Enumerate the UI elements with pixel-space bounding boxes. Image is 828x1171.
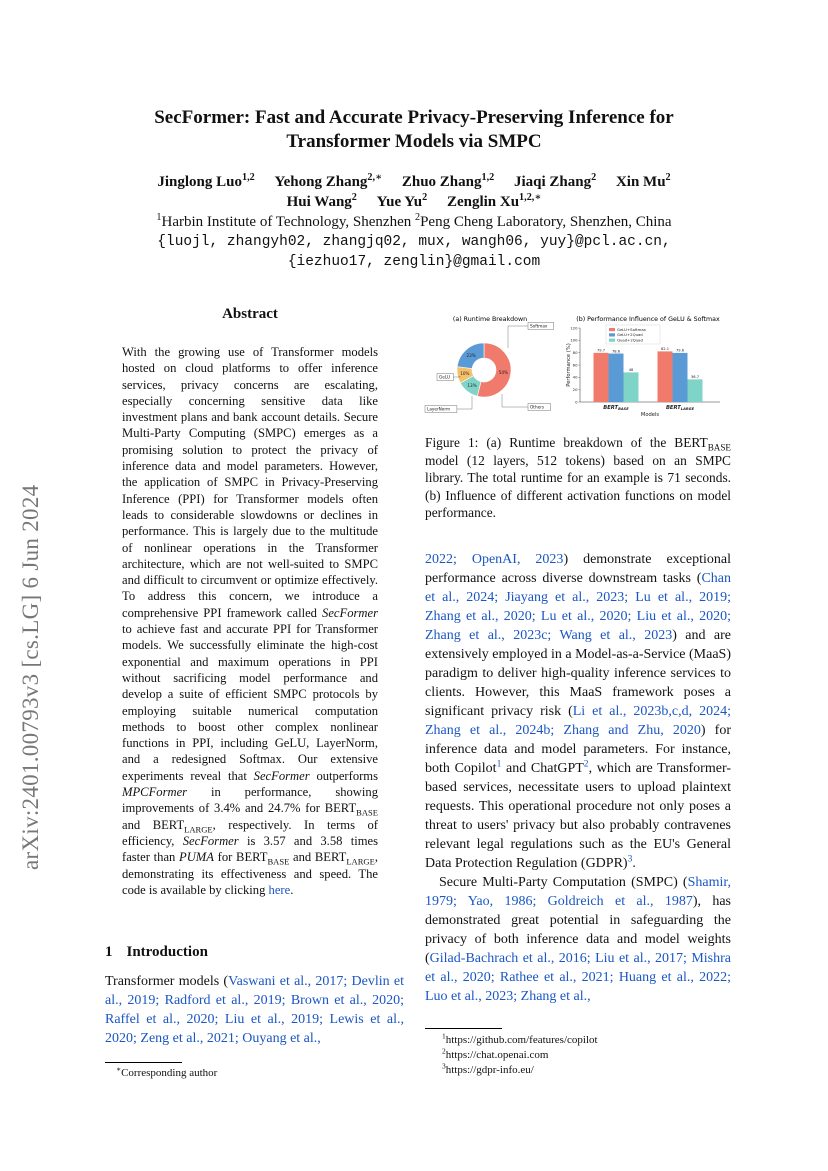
citation-link[interactable]: Gilad-Bachrach et al., 2016; Liu et al., 2017; Mishra et al., 2020; Rathee et al., 2021; Huang et al., 2022; Luo et al., 2023; Zhang et al., <box>425 951 731 1004</box>
footnote-2: $^2$https://chat.openai.com <box>442 1046 549 1061</box>
footnote-1: $^1$https://github.com/features/copilot <box>442 1031 598 1046</box>
bar <box>594 353 609 402</box>
pie-callout-line <box>457 396 472 409</box>
author: Jiaqi Zhang$^2$ <box>513 172 597 190</box>
legend-swatch <box>609 333 615 336</box>
arxiv-identifier: arXiv:2401.00793v3 [cs.LG] 6 Jun 2024 <box>18 484 43 870</box>
x-tick-label: $BERT_{LARGE}$ <box>665 405 695 412</box>
author-list <box>0 172 828 212</box>
author: Hui Wang$^2$ <box>286 192 357 210</box>
footnote-mark[interactable]: 3 <box>627 854 633 865</box>
bar <box>673 353 688 402</box>
bar-value-label: 82.1 <box>660 347 670 352</box>
footnote-mark[interactable]: 2 <box>583 759 589 770</box>
bar-chart <box>566 325 720 418</box>
y-tick-label: 120 <box>570 325 578 331</box>
footnote-rule <box>425 1028 502 1029</box>
citation-link[interactable]: Chan et al., 2024; Jiayang et al., 2023; Lu et al., 2019; Zhang et al., 2020; Lu et al., 2020; Liu et al., 2020; Zhang et al., 2023c; Wang et al., 2023 <box>425 571 731 643</box>
pie-percent-label: 10% <box>460 371 470 377</box>
pie-callout-line <box>508 326 528 348</box>
paragraph: 2022; OpenAI, 2023) demonstrate exceptional performance across diverse downstream tasks (Chan et al., 2024; Jiayang et al., 2023; Lu et al., 2019; Zhang et al., 2020; Lu et al., 2020; Liu et al., 2020; Zhang et al., 2023c; Wang et al., 2023) and are extensively employed in a Model-as-a-Service (MaaS) paradigm to deliver high-quality inference services to clients. However, this MaaS framework poses a significant privacy risk (Li et al., 2023b,c,d, 2024; Zhang et al., 2024b; Zhang and Zhu, 2020) for inference data and model parameters. For instance, both Copilot$^1$ and ChatGPT$^2$, which are Transformer-based services, necessitate users to upload plaintext requests. This operational procedure not only poses a threat to users' privacy but also probably contravenes relevant legal regulations such as the EU's General Data Protection Regulation (GDPR)$^3$. <box>425 552 732 871</box>
x-tick-label: $BERT_{BASE}$ <box>603 405 629 412</box>
paragraph: Secure Multi-Party Computation (SMPC) (Shamir, 1979; Yao, 1986; Goldreich et al., 1987), has demonstrated great potential in safeguarding the privacy of both inference data and model weights (Gilad-Bachrach et al., 2016; Liu et al., 2017; Mishra et al., 2020; Rathee et al., 2021; Huang et al., 2022; Luo et al., 2023; Zhang et al., <box>425 875 731 1004</box>
y-tick-label: 60 <box>572 362 578 368</box>
y-tick-label: 80 <box>572 350 578 356</box>
author: Zhuo Zhang$^{1,2}$ <box>401 172 495 190</box>
footnote-rule <box>105 1062 182 1063</box>
x-axis-label: Models <box>640 412 660 418</box>
pie-percent-label: 54% <box>498 369 509 375</box>
legend-label: GeLU+Softmax <box>617 326 646 332</box>
bar-value-label: 36.7 <box>690 375 700 380</box>
bar <box>609 354 624 402</box>
figure-1-caption: Figure 1: (a) Runtime breakdown of the $BERT_{BASE}$ model (12 layers, 512 tokens) based on an SMPC library. The total runtime for an example is 71 seconds. (b) Influence of different activation functions on model performance. <box>425 435 731 521</box>
author: Yue Yu$^2$ <box>376 192 428 210</box>
y-tick-label: 100 <box>570 337 578 343</box>
affiliations: $^1$Harbin Institute of Technology, Shenzhen $^2$Peng Cheng Laboratory, Shenzhen, China <box>156 212 672 230</box>
title-line-2: Transformer Models via SMPC <box>286 131 542 152</box>
pie-callout-label: Softmax <box>530 323 548 329</box>
legend-label: Quad+2Quad <box>617 337 643 343</box>
author: Jinglong Luo$^{1,2}$ <box>157 172 255 190</box>
author-line-2 <box>0 192 828 212</box>
y-tick-label: 40 <box>572 374 578 380</box>
pie-callout-label: LayerNorm <box>427 406 451 412</box>
author: Zenglin $Xu^{1,2,∗}$ <box>446 192 542 210</box>
bar <box>688 379 703 402</box>
section-heading-introduction: 1 Introduction <box>105 944 208 960</box>
footnote-corresponding: ∗Corresponding author <box>116 1064 218 1079</box>
author-emails <box>0 232 828 272</box>
introduction-text: Transformer models (Vaswani et al., 2017; Devlin et al., 2019; Radford et al., 2019; Brown et al., 2020; Raffel et al., 2020; Liu et al., 2019; Lewis et al., 2020; Zeng et al., 2021; Ouyang et al., <box>105 974 404 1046</box>
abstract-heading: Abstract <box>222 306 278 322</box>
pie-chart <box>425 323 554 413</box>
panel-b-title: (b) Performance Influence of GeLU & Softmax <box>576 316 720 323</box>
title-line-1: SecFormer: Fast and Accurate Privacy-Preserving Inference for <box>154 107 674 128</box>
bar <box>658 351 673 402</box>
pie-callout-label: GeLU <box>439 374 451 380</box>
code-link[interactable]: here <box>268 882 291 897</box>
abstract-body: With the growing use of Transformer models hosted on cloud platforms to offer inference services, privacy concerns are escalating, especially concerning sensitive data like investment plans and bank account details. Secure Multi-Party Computing (SMPC) emerges as a promising solution to protect the privacy of inference data and model parameters. However, the application of SMPC in Privacy-Preserving Inference (PPI) for Transformer models often leads to considerable slowdowns or declines in performance. This is largely due to the multitude of nonlinear operations in the Transformer architecture, which are not well-suited to SMPC and difficult to circumvent or optimize effectively. To address this concern, we introduce a comprehensive PPI framework called SecFormer to achieve fast and accurate PPI for Transformer models. We successfully eliminate the high-cost exponential and maximum operations in PPI without sacrificing model performance and develop a suite of efficient SMPC protocols by employing suitable numerical computation methods to boost other complex nonlinear functions in PPI, including GeLU, LayerNorm, and a redesigned Softmax. Our extensive experiments reveal that SecFormer outperforms MPCFormer in performance, showing improvements of 3.4% and 24.7% for $BERT_{BASE}$ and $BERT_{LARGE}$, respectively. In terms of efficiency, SecFormer is 3.57 and 3.58 times faster than PUMA for $BERT_{BASE}$ and $BERT_{LARGE}$, demonstrating its effectiveness and speed. The code is available by clicking here. <box>122 345 379 897</box>
citation-link[interactable]: Shamir, 1979; Yao, 1986; Goldreich et al., 1987 <box>425 875 731 909</box>
legend-swatch <box>609 328 615 331</box>
author: Xin Mu$^2$ <box>615 172 671 190</box>
author: Yehong Zhang$^{2,∗}$ <box>274 172 383 190</box>
citation-link[interactable]: 2022; OpenAI, 2023 <box>425 552 564 567</box>
panel-a-title: (a) Runtime Breakdown <box>452 316 528 323</box>
bar-value-label: 48 <box>628 368 634 373</box>
citation-link[interactable]: Vaswani et al., 2017; Devlin et al., 2019; Radford et al., 2019; Brown et al., 2020; Raffel et al., 2020; Liu et al., 2019; Lewis et al., 2020; Zeng et al., 2021; Ouyang et al., <box>105 974 404 1046</box>
bar-value-label: 78.6 <box>611 349 621 354</box>
y-tick-label: 20 <box>572 387 578 393</box>
legend-swatch <box>609 339 615 342</box>
right-column-text <box>425 550 731 1006</box>
figure-1 <box>420 310 732 418</box>
email-line-1: {luojl, zhangyh02, zhangjq02, mux, wangh06, yuy}@pcl.ac.cn, <box>157 234 671 250</box>
pie-percent-label: 13% <box>467 382 477 388</box>
pie-callout-label: Others <box>530 404 545 410</box>
paper-title <box>0 106 828 154</box>
bar-value-label: 79.6 <box>675 348 685 353</box>
bar <box>624 372 639 402</box>
bar-value-label: 79.7 <box>596 348 606 353</box>
pie-percent-label: 23% <box>466 352 476 358</box>
y-axis-label: Performance (%) <box>566 343 572 387</box>
pie-callout-line <box>502 394 528 407</box>
footnote-mark[interactable]: 1 <box>496 759 502 770</box>
citation-link[interactable]: Li et al., 2023b,c,d, 2024; Zhang et al., 2024b; Zhang and Zhu, 2020 <box>425 704 731 738</box>
email-line-2: {iezhuo17, zenglin}@gmail.com <box>287 254 541 270</box>
footnote-3: $^3$https://gdpr-info.eu/ <box>442 1061 534 1076</box>
author-line-1 <box>0 172 828 192</box>
y-tick-label: 0 <box>575 399 578 405</box>
legend-label: GeLU+2Quad <box>617 332 643 338</box>
